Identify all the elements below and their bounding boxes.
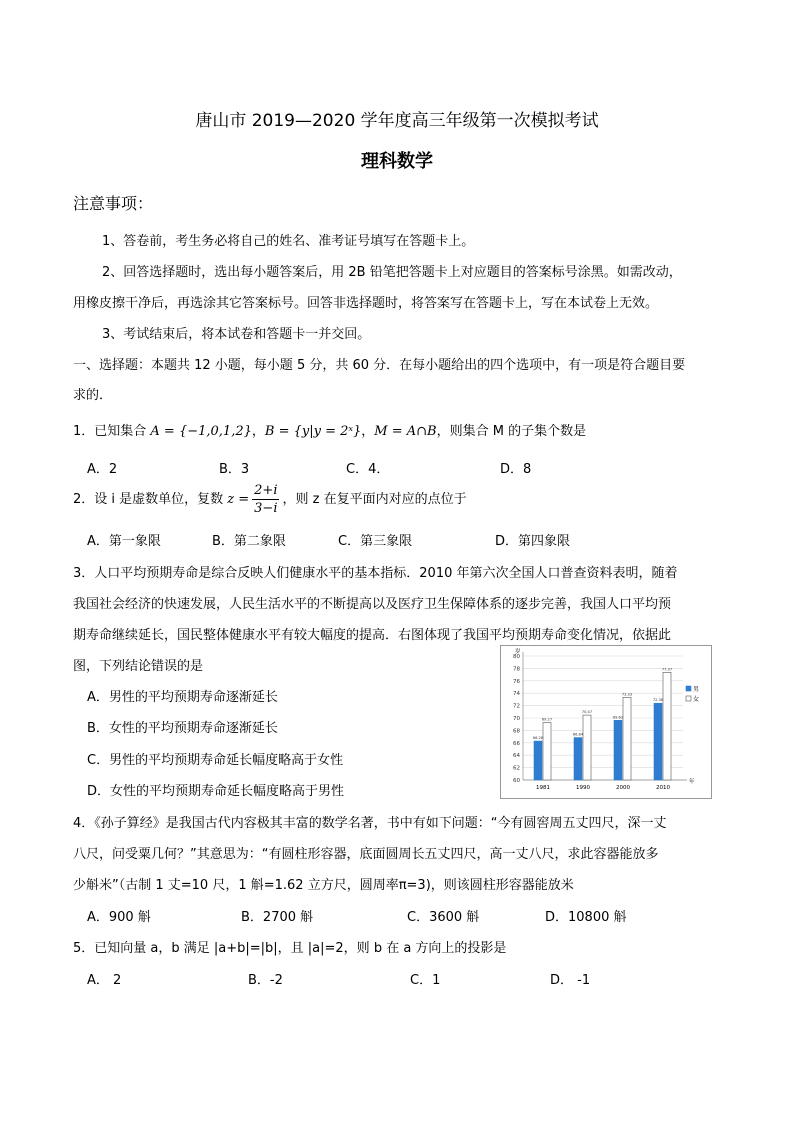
y-tick-label: 74 [513,691,520,698]
notice-item-1: 1、答卷前，考生务必将自己的姓名、准考证号填写在答题卡上。 [102,234,475,249]
notice-heading: 注意事项： [73,194,154,213]
y-tick-label: 66 [513,740,520,747]
q2-suffix: ，则 z 在复平面内对应的点位于 [282,492,467,507]
y-tick-label: 78 [513,666,520,673]
q1-set-m: M = A∩B [374,424,437,439]
question-1 [73,420,586,439]
bar-female [623,697,631,780]
q2-option-c: C．第三象限 [338,534,413,549]
bar-male [614,720,622,780]
legend-swatch [686,686,691,691]
q2-option-a: A．第一象限 [87,534,161,549]
q5-option-a: A． 2 [87,973,122,988]
life-expectancy-chart [500,645,712,799]
bar-value-label: 66.28 [532,736,544,741]
bar-value-label: 69.27 [541,717,553,722]
q3-option-c: C．男性的平均预期寿命延长幅度略高于女性 [87,753,344,768]
notice-item-2-cont: 用橡皮擦干净后，再选涂其它答案标号。回答非选择题时，将答案写在答题卡上，写在本试卷上无效。 [73,296,659,311]
bar-value-label: 77.37 [661,667,673,672]
y-tick-label: 68 [513,728,520,735]
q2-fraction [252,482,279,517]
section-heading: 一、选择题：本题共 12 小题，每小题 5 分，共 60 分．在每小题给出的四个选项中，有一项是符合题目要 [73,358,686,373]
question-4-line-1: 4．《孙子算经》是我国古代内容极其丰富的数学名著，书中有如下问题：“今有圆窖周五丈四尺，深一丈 [73,816,667,831]
q5-option-b: B．-2 [248,973,283,988]
legend-label: 男 [693,686,700,693]
legend-label: 女 [693,696,700,703]
question-4-line-3: 少斛米”（古制 1 丈=10 尺，1 斛=1.62 立方尺，圆周率π=3)，则该圆柱形容器能放米 [73,878,574,893]
y-tick-label: 70 [513,716,520,722]
question-3-line-2: 我国社会经济的快速发展，人民生活水平的不断提高以及医疗卫生保障体系的逐步完善，我国人口平均预 [73,597,672,612]
question-3-line-1: 3．人口平均预期寿命是综合反映人们健康水平的基本指标．2010 年第六次全国人口普查资料表明，随着 [73,566,678,581]
q1-set-a: A = {−1,0,1,2} [150,424,252,439]
y-tick-label: 62 [513,765,520,772]
q2-prefix: 2．设 i 是虚数单位，复数 [73,492,228,507]
x-tick-label: 2010 [656,785,670,791]
bar-female [543,723,551,780]
bar-female [583,715,591,780]
q5-option-d: D． -1 [550,973,591,988]
q2-denominator: 3−i [254,501,278,516]
notice-item-2: 2、回答选择题时，选出每小题答案后，用 2B 铅笔把答题卡上对应题目的答案标号涂黑。如需改动， [102,265,682,280]
chart-svg [501,646,711,798]
q1-option-a: A．2 [87,462,118,477]
y-tick-label: 64 [513,753,520,760]
question-3-line-3: 期寿命继续延长，国民整体健康水平有较大幅度的提高．右图体现了我国平均预期寿命变化情况，依据此 [73,628,672,643]
exam-title: 唐山市 2019—2020 学年度高三年级第一次模拟考试 [195,111,599,131]
q1-sep2: ， [361,424,375,439]
q1-suffix: ，则集合 M 的子集个数是 [436,424,587,439]
bar-male [534,741,542,780]
q2-option-d: D．第四象限 [495,534,571,549]
question-2 [73,482,467,517]
bar-value-label: 69.63 [612,715,624,720]
q4-option-c: C．3600 斛 [407,910,480,925]
question-3-line-4: 图，下列结论错误的是 [73,659,204,674]
q4-option-a: A．900 斛 [87,910,151,925]
q1-set-b: B = {y|y = 2ˣ} [264,424,362,439]
q3-option-a: A．男性的平均预期寿命逐渐延长 [87,690,278,705]
q2-z-eq: z = [227,492,250,507]
q1-sep1: ， [251,424,265,439]
section-heading-cont: 求的． [73,388,113,403]
q2-option-b: B．第二象限 [212,534,286,549]
exam-subject: 理科数学 [361,151,433,172]
bar-male [654,703,662,780]
x-tick-label: 1990 [576,785,590,791]
y-tick-label: 80 [513,654,520,660]
notice-item-3: 3、考试结束后，将本试卷和答题卡一并交回。 [102,327,371,342]
q2-numerator: 2+i [254,483,278,498]
q5-option-c: C．1 [410,973,441,988]
bar-value-label: 73.33 [621,692,633,697]
question-5: 5．已知向量 a，b 满足 |a+b|=|b|，且 |a|=2，则 b 在 a 方向上的投影是 [73,941,507,956]
legend-swatch [686,696,691,701]
bar-value-label: 66.84 [572,732,584,737]
y-axis-label: 岁 [515,649,521,655]
y-tick-label: 76 [513,678,520,685]
q4-option-d: D．10800 斛 [545,910,627,925]
q4-option-b: B．2700 斛 [241,910,314,925]
bar-female [663,672,671,780]
q3-option-d: D．女性的平均预期寿命延长幅度略高于男性 [87,784,345,799]
y-tick-label: 72 [513,703,520,710]
q1-option-c: C．4． [346,462,390,477]
q1-option-b: B．3 [219,462,250,477]
y-tick-label: 60 [513,778,520,784]
q3-option-b: B．女性的平均预期寿命逐渐延长 [87,721,278,736]
bar-value-label: 72.38 [652,698,664,703]
x-axis-label: 年 [689,779,695,785]
q1-option-d: D．8 [500,462,532,477]
question-4-line-2: 八尺，问受粟几何？”其意思为：“有圆柱形容器，底面圆周长五丈四尺，高一丈八尺，求此容器能放多 [73,847,659,862]
x-tick-label: 2000 [616,785,630,791]
q1-prefix: 1．已知集合 [73,424,151,439]
x-tick-label: 1981 [536,785,550,791]
bar-value-label: 70.47 [581,710,593,715]
bar-male [574,738,582,780]
